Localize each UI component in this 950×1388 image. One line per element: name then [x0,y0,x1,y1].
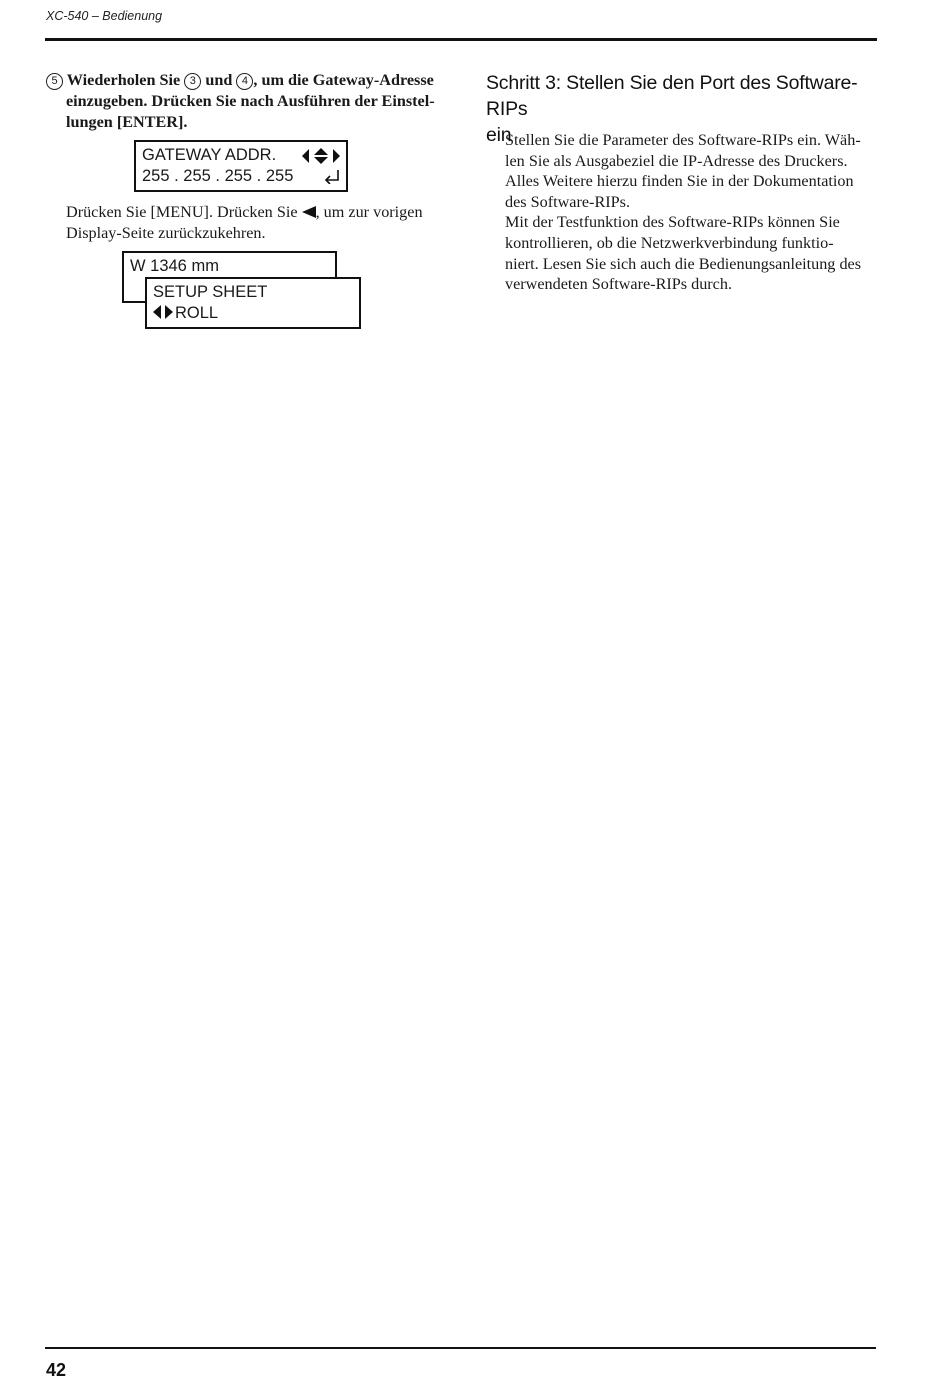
paragraph-line: niert. Lesen Sie sich auch die Bedienungsanleitung des [505,254,862,273]
heading-line-1: Schritt 3: Stellen Sie den Port des Software-RIPs [486,72,858,120]
paragraph-line: verwendeten Software-RIPs durch. [505,275,733,294]
menu-note-text-a: Drücken Sie [MENU]. Drücken Sie [66,203,298,221]
lcd-setup-line-2-wrapper [153,304,218,324]
step-ref-circle-4: 4 [236,73,253,90]
step-line-2: einzugeben. Drücken Sie nach Ausführen der Einstel- [66,92,435,110]
menu-note-line-2: Display-Seite zurückzukehren. [66,223,266,242]
enter-icon [324,170,340,189]
left-up-down-right-arrows-icon [302,148,340,169]
paragraph-line: Mit der Testfunktion des Software-RIPs können Sie [505,213,840,232]
section-paragraph [505,130,885,295]
left-arrow-icon [302,203,316,221]
step-5-instruction [46,70,446,133]
header-rule [45,38,877,41]
running-header: XC-540 – Bedienung [46,9,163,23]
step-text-a: Wiederholen Sie [66,71,181,89]
step-text-c: , um die Gateway-Adresse [253,71,434,89]
paragraph-line: kontrollieren, ob die Netzwerkverbindung funktio- [505,233,834,252]
page-number: 42 [46,1360,67,1380]
lcd-gateway-line-1: GATEWAY ADDR. [142,146,277,164]
step-text-b: und [205,71,233,89]
heading-line-2: ein [486,124,512,146]
left-right-arrows-icon [153,305,173,324]
paragraph-line: des Software-RIPs. [505,192,630,211]
footer-rule [45,1347,876,1349]
menu-note [66,202,456,243]
lcd-display-gateway [134,140,348,192]
lcd-display-setup-sheet [145,277,361,329]
paragraph-line: Alles Weitere hierzu finden Sie in der Dokumentation [505,172,854,191]
step-ref-circle-3: 3 [184,73,201,90]
lcd-gateway-line-2: 255 . 255 . 255 . 255 [142,167,294,185]
lcd-setup-line-1: SETUP SHEET [153,283,268,301]
step-line-3: lungen [ENTER]. [66,113,188,131]
menu-note-text-b: , um zur vorigen [315,203,423,221]
step-number-circle: 5 [46,73,63,90]
lcd-width-line-1: W 1346 mm [130,257,219,275]
paragraph-line: len Sie als Ausgabeziel die IP-Adresse des Druckers. [505,151,848,170]
lcd-setup-line-2: ROLL [175,304,219,322]
paragraph-line: Stellen Sie die Parameter des Software-RIPs ein. Wäh- [505,131,861,149]
